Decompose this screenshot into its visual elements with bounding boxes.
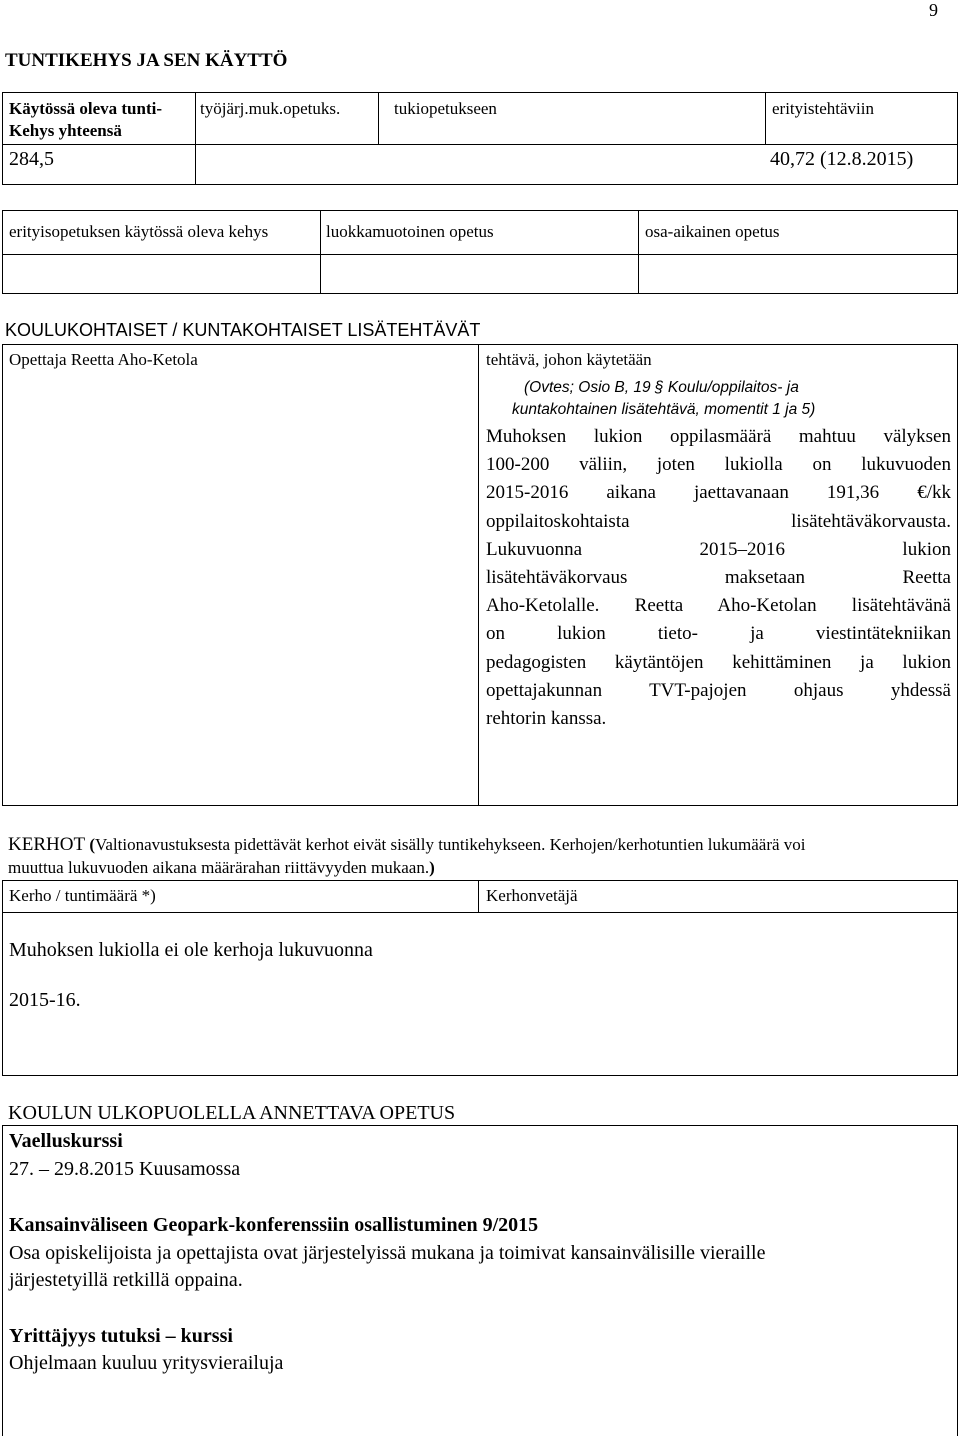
header-erityisopetus-kehys: erityisopetuksen käytössä oleva kehys [9, 222, 269, 241]
task-line: Aho-Ketolalle. Reetta Aho-Ketolan lisätehtävänä [486, 595, 951, 617]
task-line: rehtorin kanssa. [486, 708, 607, 730]
header-kehys-line2: Kehys yhteensä [9, 121, 122, 140]
kerhot-title: KERHOT [8, 834, 86, 855]
page-number: 9 [929, 0, 938, 20]
task-line: oppilaitoskohtaista lisätehtäväkorvausta. [486, 510, 951, 532]
kerhot-content-line2: 2015-16. [9, 989, 81, 1011]
ovtes-note-line1: (Ovtes; Osio B, 19 § Koulu/oppilaitos- ja [524, 379, 799, 396]
header-erityistehtavat: erityistehtäviin [772, 99, 874, 118]
task-line: Lukuvuonna 2015–2016 lukion [486, 538, 951, 560]
special-tasks-value: 40,72 (12.8.2015) [770, 148, 914, 170]
header-luokkamuotoinen: luokkamuotoinen opetus [326, 222, 494, 241]
item-geopark-line2: järjestetyillä retkillä oppaina. [9, 1269, 243, 1291]
task-line: 2015-2016 aikana jaettavanaan 191,36 €/kk [486, 482, 951, 504]
ovtes-note-line2: kuntakohtainen lisätehtävä, momentit 1 ja 5) [512, 401, 816, 418]
header-kerhonvetaja: Kerhonvetäjä [486, 886, 578, 905]
section-title-lisatehtavat: KOULUKOHTAISET / KUNTAKOHTAISET LISÄTEHTÄVÄT [5, 320, 481, 340]
item-geopark-title: Kansainväliseen Geopark-konferenssiin osallistuminen 9/2015 [9, 1214, 539, 1236]
header-kerho-tuntimaara: Kerho / tuntimäärä *) [9, 886, 156, 905]
kerhot-paren-close: ) [429, 858, 435, 877]
header-tukiopetus: tukiopetukseen [394, 99, 497, 118]
item-yrittajyys-title: Yrittäjyys tutuksi – kurssi [9, 1325, 233, 1347]
header-kehys-line1: Käytössä oleva tunti- [9, 99, 162, 118]
kerhot-note-text: Valtionavustuksesta pidettävät kerhot eivät sisälly tuntikehykseen. Kerhojen/kerhotuntien lukumäärä voi [94, 835, 806, 854]
task-header: tehtävä, johon käytetään [486, 350, 652, 369]
header-tyojarj: työjärj.muk.opetuks. [200, 99, 341, 118]
kerhot-note-text-2: muuttua lukuvuoden aikana määrärahan riittävyyden mukaan. [8, 858, 430, 877]
task-line: on lukion tieto- ja viestintätekniikan [486, 623, 951, 645]
task-line: 100-200 väliin, joten lukiolla on lukuvuoden [486, 454, 951, 476]
item-vaelluskurssi-title: Vaelluskurssi [9, 1130, 123, 1152]
task-line: Muhoksen lukion oppilasmäärä mahtuu välyksen [486, 426, 951, 447]
header-osa-aikainen: osa-aikainen opetus [645, 222, 780, 241]
total-hours: 284,5 [9, 148, 54, 170]
task-line: opettajakunnan TVT-pajojen ohjaus yhdessä [486, 679, 951, 701]
task-line: pedagogisten käytäntöjen kehittäminen ja lukion [486, 651, 951, 673]
task-line: lisätehtäväkorvaus maksetaan Reetta [486, 567, 951, 589]
teacher-name: Opettaja Reetta Aho-Ketola [9, 350, 198, 369]
section-title-tuntikehys: TUNTIKEHYS JA SEN KÄYTTÖ [5, 50, 288, 71]
item-geopark-line1: Osa opiskelijoista ja opettajista ovat järjestelyissä mukana ja toimivat kansainvälisille vieraille [9, 1242, 766, 1264]
kerhot-paren-open: ( [89, 835, 95, 854]
item-vaelluskurssi-text: 27. – 29.8.2015 Kuusamossa [9, 1158, 241, 1180]
kerhot-content-line1: Muhoksen lukiolla ei ole kerhoja lukuvuonna [9, 939, 373, 961]
item-yrittajyys-text: Ohjelmaan kuuluu yritysvierailuja [9, 1352, 284, 1374]
section-title-ulkopuolella: KOULUN ULKOPUOLELLA ANNETTAVA OPETUS [8, 1102, 456, 1124]
